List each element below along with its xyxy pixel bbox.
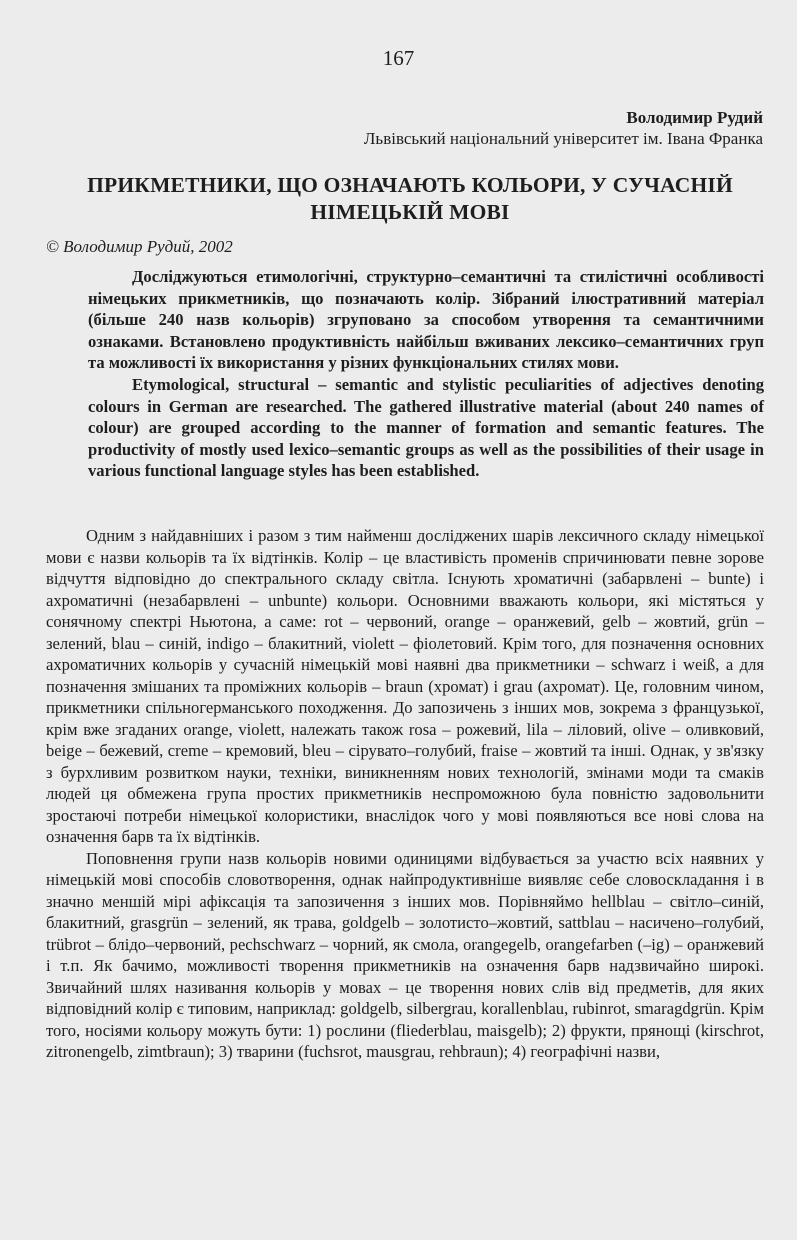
page-number: 167 — [382, 46, 415, 70]
article-body — [46, 525, 764, 1063]
copyright-line: © Володимир Рудий, 2002 — [46, 237, 233, 256]
article-title: ПРИКМЕТНИКИ, ЩО ОЗНАЧАЮТЬ КОЛЬОРИ, У СУЧАСНІЙ НІМЕЦЬКІЙ МОВІ — [87, 173, 733, 224]
abstract — [88, 266, 764, 482]
author-affiliation: Львівський національний університет ім. Івана Франка — [363, 129, 763, 148]
body-paragraph-1: Одним з найдавніших і разом з тим найменш досліджених шарів лексичного складу німецької мови є назви кольорів та їх відтінків. Колір – це властивість променів спричинювати певне зорове відчуття відповідно до спектрального складу світла. Існують хроматичні (забарвлені – bunte) і ахроматичні (незабарвлені – unbunte) кольори. Основними вважають кольори, які містяться у сонячному спектрі Ньютона, а саме: rot – червоний, orange – оранжевий, gelb – жовтий, grün – зелений, blau – синій, indigo – блакитний, violett – фіолетовий. Крім того, для позначення основних ахроматичних кольорів у сучасній німецькій мові наявні два прикметники – schwarz і weiß, а для позначення змішаних та проміжних кольорів – braun (хромат) і grau (ахромат). Це, головним чином, прикметники спільногерманського походження. До запозичень з інших мов, зокрема з французької, крім вже згаданих orange, violett, належать також rosa – рожевий, lila – ліловий, olive – оливковий, beige – бежевий, creme – кремовий, bleu – сірувато–голубий, fraise – жовтий та інші. Однак, у зв'язку з бурхливим розвитком науки, техніки, виникненням нових технологій, змінами моди та смаків людей ця обмежена група простих прикметників неспроможною була повністю задовольнити зростаючі потреби німецької колористики, внаслідок чого у мові появляються все нові слова на означення барв та їх відтінків. — [46, 526, 764, 846]
abstract-english: Etymological, structural – semantic and stylistic peculiarities of adjectives denoting colours in German are researched. The gathered illustrative material (about 240 names of colour) are grouped according to the manner of formation and semantic features. The productivity of mostly used lexico–semantic groups as well as the possibilities of their usage in various functional language styles has been established. — [88, 374, 764, 481]
abstract-ukrainian: Досліджуються етимологічні, структурно–семантичні та стилістичні особливості німецьких прикметників, що позначають колір. Зібраний ілюстративний матеріал (більше 240 назв кольорів) згруповано за способом утворення та семантичними ознаками. Встановлено продуктивність найбільш вживаних лексико–семантичних груп та можливості їх використання у різних функціональних стилях мови. — [88, 267, 764, 373]
body-paragraph-2: Поповнення групи назв кольорів новими одиницями відбувається за участю всіх наявних у німецькій мові способів словотворення, однак найпродуктивніше виявляє себе словоскладання і в значно меншій мірі афіксація та запозичення з інших мов. Порівняймо hellblau – світло–синій, блакитний, grasgrün – зелений, як трава, goldgelb – золотисто–жовтий, sattblau – насичено–голубий, trübrot – блідо–червоний, pechschwarz – чорний, як смола, orangegelb, orangefarben (–ig) – оранжевий і т.п. Як бачимо, можливості творення прикметників на означення барв надзвичайно широкі. Звичайний шлях називання кольорів у мовах – це творення нових слів від предметів, для яких відповідний колір є типовим, наприклад: goldgelb, silbergrau, korallenblau, rubinrot, smaragdgrün. Крім того, носіями кольору можуть бути: 1) рослини (fliederblau, maisgelb); 2) фрукти, прянощі (kirschrot, zitronengelb, zimtbraun); 3) тварини (fuchsrot, mausgrau, rehbraun); 4) географічні назви, — [46, 848, 764, 1061]
author-name: Володимир Рудий — [626, 108, 763, 127]
